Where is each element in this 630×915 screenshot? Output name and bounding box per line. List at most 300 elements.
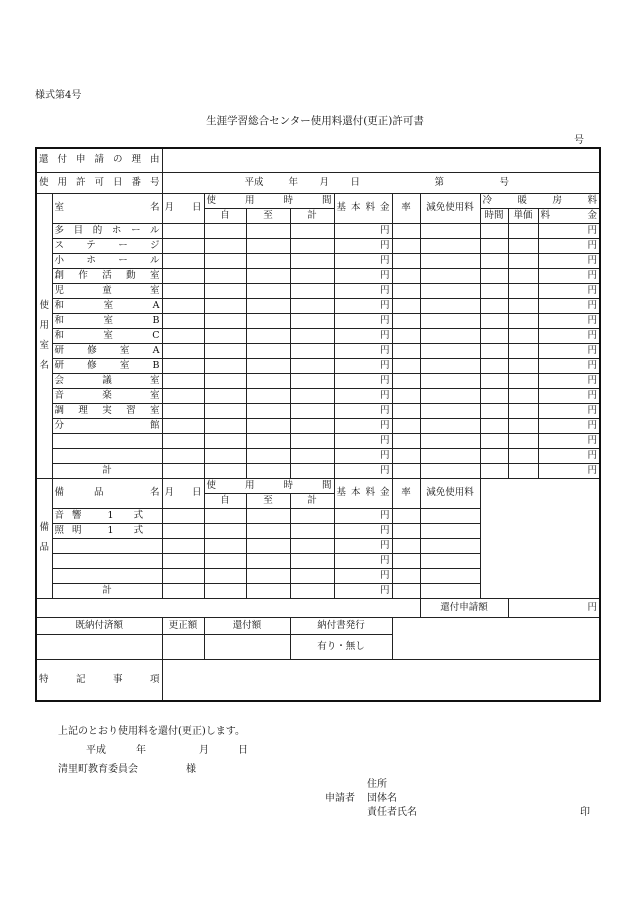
equipment-discount-cell[interactable]	[420, 523, 480, 538]
date-cell[interactable]	[162, 313, 204, 328]
equipment-to-cell[interactable]	[246, 523, 290, 538]
hvac-unit-cell[interactable]	[508, 283, 538, 298]
time-from-cell[interactable]	[204, 313, 246, 328]
equipment-section-char: 備	[39, 522, 49, 533]
date-cell[interactable]	[162, 388, 204, 403]
corrected-amount-field[interactable]	[162, 634, 204, 659]
footer-date-era: 平成	[86, 745, 106, 756]
time-to-cell[interactable]	[246, 298, 290, 313]
hvac-hours-cell[interactable]	[480, 223, 508, 238]
rate-cell[interactable]	[392, 223, 420, 238]
hvac-unit-cell[interactable]	[508, 343, 538, 358]
room-total-fee[interactable]: 円	[334, 463, 392, 478]
discount-fee-cell[interactable]	[420, 388, 480, 403]
discount-fee-cell[interactable]	[420, 328, 480, 343]
hvac-amount-cell[interactable]: 円	[538, 253, 600, 268]
hvac-hours-cell[interactable]	[480, 253, 508, 268]
base-fee-header: 基本料金	[334, 193, 392, 223]
date-cell[interactable]	[162, 463, 204, 478]
hvac-total-amount[interactable]: 円	[538, 463, 600, 478]
base-fee-cell[interactable]: 円	[334, 313, 392, 328]
refund-statement: 上記のとおり使用料を還付(更正)します。	[58, 726, 246, 737]
date-cell[interactable]	[162, 283, 204, 298]
refund-amount-field[interactable]	[204, 634, 290, 659]
equipment-rate-cell[interactable]	[392, 523, 420, 538]
equipment-date-cell[interactable]	[162, 568, 204, 583]
permit-year: 年	[288, 176, 299, 188]
equipment-total-time-cell[interactable]	[290, 523, 334, 538]
hvac-amount-cell[interactable]: 円	[538, 298, 600, 313]
equipment-name	[52, 553, 162, 568]
hvac-hours-header: 時間	[480, 208, 508, 223]
board-sama: 様	[186, 764, 196, 775]
equipment-from-cell[interactable]	[204, 538, 246, 553]
hvac-unit-cell[interactable]	[508, 448, 538, 463]
room-section-char: 名	[39, 359, 49, 371]
discount-fee-cell[interactable]	[420, 298, 480, 313]
time-to-cell[interactable]	[246, 343, 290, 358]
time-to-cell[interactable]	[246, 358, 290, 373]
hvac-hours-cell[interactable]	[480, 313, 508, 328]
base-fee-cell[interactable]: 円	[334, 373, 392, 388]
date-cell[interactable]	[162, 343, 204, 358]
equipment-section-label	[36, 478, 52, 598]
equipment-date-cell[interactable]	[162, 523, 204, 538]
permit-number-field[interactable]	[162, 172, 600, 193]
date-cell[interactable]	[162, 253, 204, 268]
time-from-cell[interactable]	[204, 403, 246, 418]
hvac-hours-cell[interactable]	[480, 403, 508, 418]
page-title: 生涯学習総合センター使用料還付(更正)許可書	[206, 115, 424, 127]
hvac-unit-cell[interactable]	[508, 463, 538, 478]
hvac-unit-cell[interactable]	[508, 373, 538, 388]
hvac-amount-cell[interactable]: 円	[538, 328, 600, 343]
date-cell[interactable]	[162, 268, 204, 283]
hvac-amount-cell[interactable]: 円	[538, 268, 600, 283]
equipment-from-cell[interactable]	[204, 508, 246, 523]
time-total-cell[interactable]	[290, 418, 334, 433]
time-from-cell[interactable]	[204, 343, 246, 358]
rate-cell[interactable]	[392, 388, 420, 403]
time-to-cell[interactable]	[246, 418, 290, 433]
hvac-hours-cell[interactable]	[480, 463, 508, 478]
refund-amount-label: 還付額	[204, 617, 290, 634]
paid-amount-label: 既納付済額	[36, 617, 162, 634]
hvac-amount-cell[interactable]: 円	[538, 373, 600, 388]
equipment-from-header: 自	[204, 493, 246, 508]
hvac-amount-cell[interactable]: 円	[538, 418, 600, 433]
equipment-rate-cell[interactable]	[392, 583, 420, 598]
time-to-cell[interactable]	[246, 313, 290, 328]
hvac-unit-cell[interactable]	[508, 388, 538, 403]
date-cell[interactable]	[162, 223, 204, 238]
time-from-cell[interactable]	[204, 418, 246, 433]
equipment-date-cell[interactable]	[162, 538, 204, 553]
time-total-cell[interactable]	[290, 433, 334, 448]
address-label: 住所	[367, 779, 387, 790]
use-time-header: 使 用 時 間	[204, 193, 334, 208]
rate-cell[interactable]	[392, 448, 420, 463]
rate-cell[interactable]	[392, 403, 420, 418]
room-name: 調理実習室	[52, 403, 162, 418]
discount-fee-cell[interactable]	[420, 313, 480, 328]
hvac-amount-cell[interactable]: 円	[538, 283, 600, 298]
rate-cell[interactable]	[392, 298, 420, 313]
base-fee-cell[interactable]: 円	[334, 358, 392, 373]
time-to-cell[interactable]	[246, 388, 290, 403]
base-fee-cell[interactable]: 円	[334, 448, 392, 463]
equipment-total-time-cell[interactable]	[290, 553, 334, 568]
time-to-cell[interactable]	[246, 238, 290, 253]
equipment-header: 備 品 名	[52, 478, 162, 508]
room-name	[52, 433, 162, 448]
equipment-total-time-cell[interactable]	[290, 583, 334, 598]
hvac-amount-cell[interactable]: 円	[538, 238, 600, 253]
discount-fee-cell[interactable]	[420, 343, 480, 358]
document-number-label: 号	[574, 135, 584, 146]
base-fee-cell[interactable]: 円	[334, 298, 392, 313]
base-fee-cell[interactable]: 円	[334, 253, 392, 268]
hvac-amount-header: 料 金	[538, 208, 600, 223]
date-cell[interactable]	[162, 328, 204, 343]
notes-label: 特記事項	[36, 659, 162, 701]
equipment-fee-cell[interactable]: 円	[334, 523, 392, 538]
discount-fee-header: 減免使用料	[420, 193, 480, 223]
time-from-cell[interactable]	[204, 433, 246, 448]
equipment-total-label: 計	[52, 583, 162, 598]
rate-cell[interactable]	[392, 463, 420, 478]
hvac-hours-cell[interactable]	[480, 343, 508, 358]
equipment-rate-cell[interactable]	[392, 553, 420, 568]
hvac-hours-cell[interactable]	[480, 283, 508, 298]
time-total-cell[interactable]	[290, 403, 334, 418]
equipment-total-time-header: 計	[290, 493, 334, 508]
time-from-cell[interactable]	[204, 253, 246, 268]
room-name: 多目的ホール	[52, 223, 162, 238]
time-total-cell[interactable]	[290, 283, 334, 298]
time-total-cell[interactable]	[290, 358, 334, 373]
equipment-total-time-cell[interactable]	[290, 568, 334, 583]
time-to-cell[interactable]	[246, 373, 290, 388]
hvac-amount-cell[interactable]: 円	[538, 403, 600, 418]
time-from-cell[interactable]	[204, 283, 246, 298]
refund-request-label: 還付申請額	[420, 598, 508, 617]
equipment-date-cell[interactable]	[162, 553, 204, 568]
discount-fee-cell[interactable]	[420, 268, 480, 283]
time-total-cell[interactable]	[290, 223, 334, 238]
hvac-hours-cell[interactable]	[480, 433, 508, 448]
date-cell[interactable]	[162, 373, 204, 388]
rate-cell[interactable]	[392, 283, 420, 298]
time-from-cell[interactable]	[204, 448, 246, 463]
rate-cell[interactable]	[392, 433, 420, 448]
discount-fee-cell[interactable]	[420, 238, 480, 253]
hvac-amount-cell[interactable]: 円	[538, 313, 600, 328]
discount-fee-cell[interactable]	[420, 403, 480, 418]
refund-permit-table	[35, 147, 601, 702]
equipment-base-fee-header: 基本料金	[334, 478, 392, 508]
room-total-label: 計	[52, 463, 162, 478]
hvac-unit-cell[interactable]	[508, 223, 538, 238]
hvac-unit-cell[interactable]	[508, 253, 538, 268]
time-to-cell[interactable]	[246, 403, 290, 418]
hvac-unit-cell[interactable]	[508, 268, 538, 283]
room-name: 研修室A	[52, 343, 162, 358]
time-total-cell[interactable]	[290, 448, 334, 463]
discount-fee-cell[interactable]	[420, 358, 480, 373]
board-name: 清里町教育委員会	[58, 764, 138, 775]
hvac-hours-cell[interactable]	[480, 373, 508, 388]
hvac-amount-cell[interactable]: 円	[538, 433, 600, 448]
equipment-to-header: 至	[246, 493, 290, 508]
hvac-unit-cell[interactable]	[508, 358, 538, 373]
date-cell[interactable]	[162, 433, 204, 448]
time-from-cell[interactable]	[204, 328, 246, 343]
room-name: 小ホール	[52, 253, 162, 268]
date-cell[interactable]	[162, 358, 204, 373]
hvac-unit-header: 単価	[508, 208, 538, 223]
room-section-label	[36, 193, 52, 478]
time-to-cell[interactable]	[246, 433, 290, 448]
equipment-from-cell[interactable]	[204, 553, 246, 568]
room-name	[52, 448, 162, 463]
room-section-char: 室	[39, 339, 49, 351]
equipment-total-fee[interactable]: 円	[334, 583, 392, 598]
time-total-cell[interactable]	[290, 373, 334, 388]
date-cell[interactable]	[162, 448, 204, 463]
hvac-hours-cell[interactable]	[480, 358, 508, 373]
date-header: 月 日	[162, 193, 204, 223]
hvac-unit-cell[interactable]	[508, 328, 538, 343]
time-total-cell[interactable]	[290, 253, 334, 268]
receipt-issue-field[interactable]: 有り・無し	[290, 634, 392, 659]
discount-fee-cell[interactable]	[420, 223, 480, 238]
time-to-cell[interactable]	[246, 463, 290, 478]
base-fee-cell[interactable]: 円	[334, 418, 392, 433]
room-name: ステージ	[52, 238, 162, 253]
hvac-hours-cell[interactable]	[480, 298, 508, 313]
equipment-total-time-cell[interactable]	[290, 508, 334, 523]
time-total-cell[interactable]	[290, 388, 334, 403]
rate-cell[interactable]	[392, 253, 420, 268]
permit-month: 月	[319, 176, 330, 188]
rate-cell[interactable]	[392, 328, 420, 343]
rate-cell[interactable]	[392, 418, 420, 433]
equipment-name: 音響 1 式	[52, 508, 162, 523]
base-fee-cell[interactable]: 円	[334, 223, 392, 238]
notes-field[interactable]	[162, 659, 600, 701]
refund-request-spacer	[36, 598, 420, 617]
rate-cell[interactable]	[392, 343, 420, 358]
hvac-hours-cell[interactable]	[480, 268, 508, 283]
date-cell[interactable]	[162, 403, 204, 418]
discount-fee-cell[interactable]	[420, 373, 480, 388]
rate-cell[interactable]	[392, 313, 420, 328]
equipment-to-cell[interactable]	[246, 583, 290, 598]
seal-mark: 印	[580, 807, 590, 818]
reason-field[interactable]	[162, 148, 600, 172]
room-name: 研修室B	[52, 358, 162, 373]
room-name: 分館	[52, 418, 162, 433]
time-total-cell[interactable]	[290, 313, 334, 328]
equipment-to-cell[interactable]	[246, 553, 290, 568]
discount-fee-cell[interactable]	[420, 283, 480, 298]
permit-dai: 第	[434, 176, 445, 188]
equipment-fee-cell[interactable]: 円	[334, 568, 392, 583]
equipment-discount-cell[interactable]	[420, 508, 480, 523]
room-name: 和室C	[52, 328, 162, 343]
permit-go: 号	[499, 176, 510, 188]
date-cell[interactable]	[162, 238, 204, 253]
hvac-unit-cell[interactable]	[508, 418, 538, 433]
equipment-rate-cell[interactable]	[392, 538, 420, 553]
room-name: 会議室	[52, 373, 162, 388]
room-section-char: 用	[39, 319, 49, 331]
applicant-label: 申請者	[325, 793, 355, 804]
rate-cell[interactable]	[392, 268, 420, 283]
time-from-cell[interactable]	[204, 298, 246, 313]
form-number: 様式第4号	[35, 90, 82, 101]
reason-label: 還付申請の理由	[36, 148, 162, 172]
time-to-cell[interactable]	[246, 268, 290, 283]
room-name: 児童室	[52, 283, 162, 298]
hvac-unit-cell[interactable]	[508, 433, 538, 448]
rate-cell[interactable]	[392, 373, 420, 388]
hvac-hours-cell[interactable]	[480, 388, 508, 403]
receipt-issue-label: 納付書発行	[290, 617, 392, 634]
time-from-cell[interactable]	[204, 268, 246, 283]
responsible-label: 責任者氏名	[367, 807, 417, 818]
equipment-date-cell[interactable]	[162, 583, 204, 598]
hvac-amount-cell[interactable]: 円	[538, 388, 600, 403]
hvac-hours-cell[interactable]	[480, 238, 508, 253]
base-fee-cell[interactable]: 円	[334, 403, 392, 418]
time-from-cell[interactable]	[204, 358, 246, 373]
rate-cell[interactable]	[392, 358, 420, 373]
hvac-header: 冷 暖 房 料	[480, 193, 600, 208]
footer-date-day: 日	[238, 745, 248, 756]
time-total-cell[interactable]	[290, 328, 334, 343]
equipment-name	[52, 568, 162, 583]
discount-fee-cell[interactable]	[420, 253, 480, 268]
base-fee-cell[interactable]: 円	[334, 433, 392, 448]
time-to-cell[interactable]	[246, 283, 290, 298]
hvac-unit-cell[interactable]	[508, 298, 538, 313]
equipment-date-header: 月 日	[162, 478, 204, 508]
room-header: 室 名	[52, 193, 162, 223]
equipment-discount-cell[interactable]	[420, 553, 480, 568]
equipment-from-cell[interactable]	[204, 568, 246, 583]
room-name: 和室A	[52, 298, 162, 313]
time-to-cell[interactable]	[246, 223, 290, 238]
permit-number-label: 使用許可日番号	[36, 172, 162, 193]
base-fee-cell[interactable]: 円	[334, 268, 392, 283]
group-label: 団体名	[367, 793, 397, 804]
room-name: 創作活動室	[52, 268, 162, 283]
hvac-unit-cell[interactable]	[508, 313, 538, 328]
date-cell[interactable]	[162, 418, 204, 433]
from-header: 自	[204, 208, 246, 223]
time-total-cell[interactable]	[290, 268, 334, 283]
hvac-hours-cell[interactable]	[480, 448, 508, 463]
equipment-total-time-cell[interactable]	[290, 538, 334, 553]
base-fee-cell[interactable]: 円	[334, 283, 392, 298]
to-header: 至	[246, 208, 290, 223]
time-total-cell[interactable]	[290, 343, 334, 358]
equipment-rate-header: 率	[392, 478, 420, 508]
equipment-discount-cell[interactable]	[420, 583, 480, 598]
base-fee-cell[interactable]: 円	[334, 388, 392, 403]
equipment-from-cell[interactable]	[204, 523, 246, 538]
hvac-hours-cell[interactable]	[480, 418, 508, 433]
time-from-cell[interactable]	[204, 373, 246, 388]
room-name: 和室B	[52, 313, 162, 328]
hvac-amount-cell[interactable]: 円	[538, 223, 600, 238]
time-from-cell[interactable]	[204, 238, 246, 253]
hvac-amount-cell[interactable]: 円	[538, 358, 600, 373]
hvac-unit-cell[interactable]	[508, 403, 538, 418]
footer-date-year: 年	[136, 745, 146, 756]
time-to-cell[interactable]	[246, 328, 290, 343]
time-from-cell[interactable]	[204, 463, 246, 478]
equipment-section-char: 品	[39, 542, 49, 553]
base-fee-cell[interactable]: 円	[334, 238, 392, 253]
hvac-amount-cell[interactable]: 円	[538, 448, 600, 463]
time-total-cell[interactable]	[290, 238, 334, 253]
date-cell[interactable]	[162, 298, 204, 313]
equipment-to-cell[interactable]	[246, 538, 290, 553]
equipment-discount-cell[interactable]	[420, 568, 480, 583]
time-total-cell[interactable]	[290, 298, 334, 313]
equipment-fee-cell[interactable]: 円	[334, 508, 392, 523]
permit-era: 平成	[244, 176, 264, 188]
equipment-discount-cell[interactable]	[420, 538, 480, 553]
equipment-fee-cell[interactable]: 円	[334, 538, 392, 553]
equipment-name	[52, 538, 162, 553]
paid-amount-field[interactable]	[36, 634, 162, 659]
total-time-header: 計	[290, 208, 334, 223]
discount-fee-cell[interactable]	[420, 433, 480, 448]
time-to-cell[interactable]	[246, 448, 290, 463]
base-fee-cell[interactable]: 円	[334, 328, 392, 343]
rate-cell[interactable]	[392, 238, 420, 253]
hvac-hours-cell[interactable]	[480, 328, 508, 343]
room-name: 音楽室	[52, 388, 162, 403]
equipment-blank-area	[480, 478, 600, 598]
equipment-from-cell[interactable]	[204, 583, 246, 598]
base-fee-cell[interactable]: 円	[334, 343, 392, 358]
permit-day: 日	[350, 176, 361, 188]
corrected-amount-label: 更正額	[162, 617, 204, 634]
discount-fee-cell[interactable]	[420, 463, 480, 478]
hvac-amount-cell[interactable]: 円	[538, 343, 600, 358]
hvac-unit-cell[interactable]	[508, 238, 538, 253]
refund-request-amount[interactable]: 円	[508, 598, 600, 617]
time-to-cell[interactable]	[246, 253, 290, 268]
time-from-cell[interactable]	[204, 223, 246, 238]
equipment-rate-cell[interactable]	[392, 568, 420, 583]
equipment-to-cell[interactable]	[246, 568, 290, 583]
equipment-fee-cell[interactable]: 円	[334, 553, 392, 568]
equipment-date-cell[interactable]	[162, 508, 204, 523]
room-section-char: 使	[39, 299, 49, 311]
time-from-cell[interactable]	[204, 388, 246, 403]
equipment-rate-cell[interactable]	[392, 508, 420, 523]
time-total-cell[interactable]	[290, 463, 334, 478]
discount-fee-cell[interactable]	[420, 418, 480, 433]
equipment-to-cell[interactable]	[246, 508, 290, 523]
discount-fee-cell[interactable]	[420, 448, 480, 463]
